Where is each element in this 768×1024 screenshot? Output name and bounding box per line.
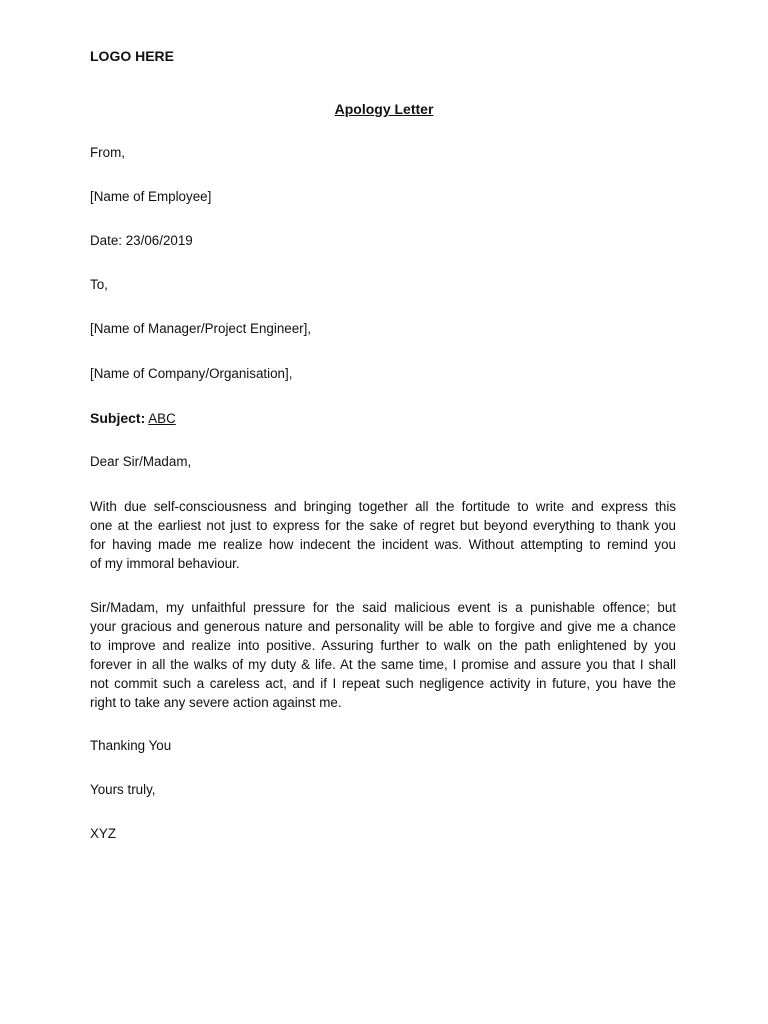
paragraph-line: not commit such a careless act, and if I repeat such negligence activity in future, you have the [90,676,676,691]
paragraph-2 [90,598,676,712]
subject-line [90,409,176,428]
logo-placeholder: LOGO HERE [90,48,175,64]
paragraph-line: Sir/Madam, my unfaithful pressure for the said malicious event is a punishable offence; but [90,600,676,615]
signature: XYZ [90,826,117,841]
paragraph-line: to improve and realize into positive. Assuring further to walk on the path enlightened by you [90,638,676,653]
paragraph-1 [90,497,676,573]
employee-name: [Name of Employee] [90,189,212,204]
company-name: [Name of Company/Organisation], [90,366,293,381]
paragraph-line: one at the earliest not just to express for the sake of regret but beyond everything to thank you [90,518,676,533]
paragraph-line: for having made me realize how indecent the incident was. Without attempting to remind you [90,537,676,552]
subject-value: ABC [148,411,176,426]
paragraph-line: right to take any severe action against me. [90,695,342,710]
paragraph-line: forever in all the walks of my duty & life. At the same time, I promise and assure you that I shall [90,657,676,672]
from-label: From, [90,145,125,160]
manager-name: [Name of Manager/Project Engineer], [90,321,312,336]
salutation: Dear Sir/Madam, [90,454,192,469]
letter-title: Apology Letter [334,101,434,117]
subject-label: Subject: [90,410,146,426]
thanking-line: Thanking You [90,738,172,753]
closing-line: Yours truly, [90,782,156,797]
to-label: To, [90,277,108,292]
paragraph-line: your gracious and generous nature and personality will be able to forgive and give me a chance [90,619,676,634]
paragraph-line: With due self-consciousness and bringing together all the fortitude to write and express this [90,499,676,514]
letter-date: Date: 23/06/2019 [90,233,193,248]
paragraph-line: of my immoral behaviour. [90,556,240,571]
